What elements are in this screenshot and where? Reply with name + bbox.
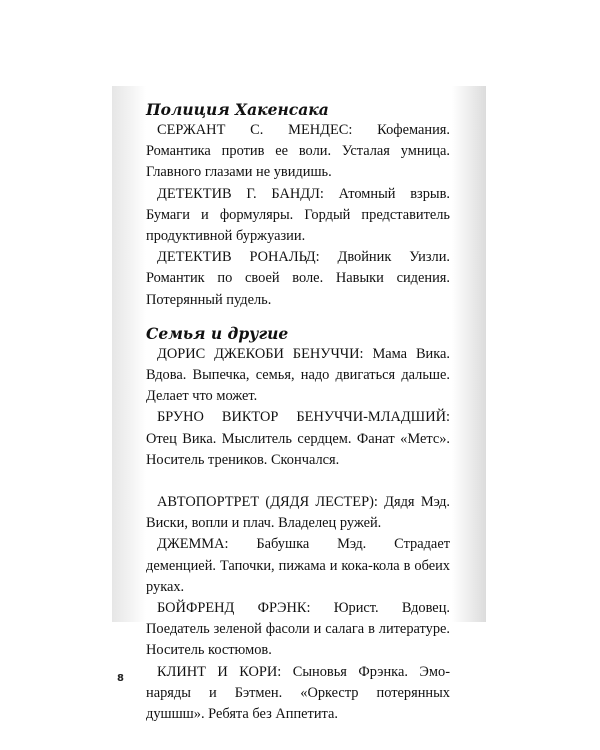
- cast-entry-ronald: ДЕТЕКТИВ РОНАЛЬД: Двойник Уизли. Романтик по своей воле. Навыки сидения. Потерянный пудель.: [146, 249, 450, 308]
- cast-entry-gemma: ДЖЕММА: Бабушка Мэд. Страдает деменцией. Тапочки, пижама и кока-кола в обеих руках.: [146, 536, 450, 595]
- page-number: 8: [117, 673, 124, 684]
- cast-entry-mendes: СЕРЖАНТ С. МЕНДЕС: Кофемания. Романтика против ее воли. Усталая умница. Главного глазами не увидишь.: [146, 122, 450, 181]
- page-shadow-right: [452, 86, 486, 622]
- cast-entry-bruno: БРУНО ВИКТОР БЕНУЧЧИ-МЛАДШИЙ: Отец Вика. Мыслитель сердцем. Фанат «Метс». Носитель треников. Скончался.: [146, 409, 450, 468]
- cast-entry-frank: БОЙФРЕНД ФРЭНК: Юрист. Вдовец. Поедатель зеленой фасоли и салага в литературе. Носитель костюмов.: [146, 600, 450, 659]
- cast-entry-clint-cory: КЛИНТ И КОРИ: Сыновья Фрэнка. Эмо-наряды и Бэтмен. «Оркестр потерянных душшш». Ребята без Аппетита.: [146, 663, 450, 723]
- page-shadow-left: [112, 86, 146, 622]
- cast-entry-bundle: ДЕТЕКТИВ Г. БАНДЛ: Атомный взрыв. Бумаги и формуляры. Гордый представитель продуктивной буржуазии.: [146, 185, 450, 245]
- section-heading-police: Полиция Хакенсака: [146, 100, 329, 119]
- cast-entry-lester: АВТОПОРТРЕТ (ДЯДЯ ЛЕСТЕР): Дядя Мэд. Виски, вопли и плач. Владелец ружей.: [146, 494, 450, 532]
- cast-entry-doris: ДОРИС ДЖЕКОБИ БЕНУЧЧИ: Мама Вика. Вдова. Выпечка, семья, надо двигаться дальше. Делает что может.: [146, 345, 450, 405]
- cast-list: [146, 99, 450, 725]
- section-heading-family: Семья и другие: [146, 323, 289, 343]
